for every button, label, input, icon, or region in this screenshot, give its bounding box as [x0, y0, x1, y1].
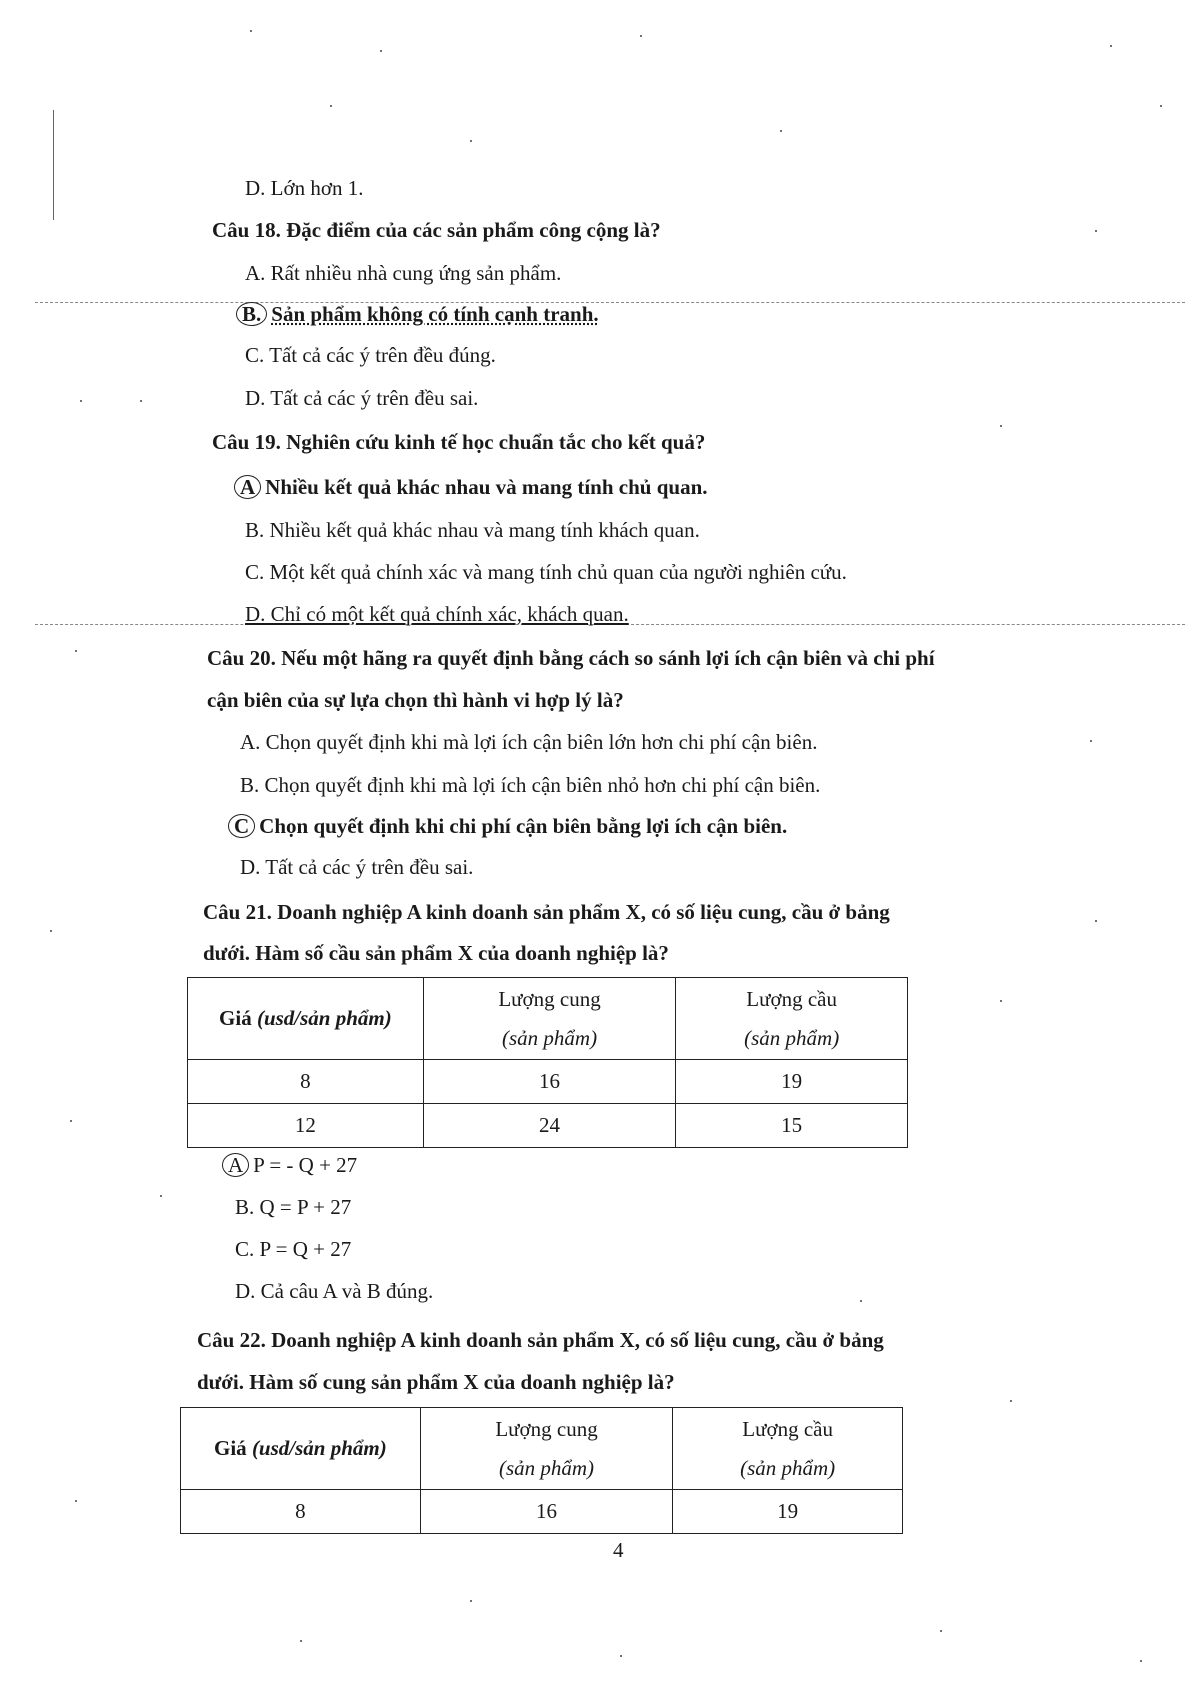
scan-speck [50, 930, 52, 932]
q21-question-line2: dưới. Hàm số cầu sản phẩm X của doanh nghiệp là? [203, 941, 669, 965]
scan-speck [1095, 230, 1097, 232]
scan-speck [1110, 45, 1112, 47]
answer-circle-mark: C [228, 814, 255, 838]
q19-option-a-text: Nhiều kết quả khác nhau và mang tính chủ quan. [265, 475, 708, 499]
table-cell: 19 [673, 1490, 903, 1534]
answer-circle-mark: A [234, 475, 261, 499]
q19-question: Câu 19. Nghiên cứu kinh tế học chuẩn tắc cho kết quả? [212, 430, 706, 454]
scan-speck [1000, 1000, 1002, 1002]
q21-option-d: D. Cả câu A và B đúng. [235, 1279, 434, 1303]
answer-circle-mark: A [222, 1153, 249, 1177]
price-unit: (usd/sản phẩm) [256, 1006, 392, 1030]
scan-speck [300, 1640, 302, 1642]
table-header-supply [423, 978, 676, 1060]
demand-header: Lượng cầu [746, 986, 837, 1011]
q20-option-d: D. Tất cả các ý trên đều sai. [240, 855, 474, 879]
q22-table [180, 1407, 903, 1534]
q19-option-c: C. Một kết quả chính xác và mang tính chủ quan của người nghiên cứu. [245, 560, 847, 584]
scan-edge-line [53, 110, 54, 220]
table-header-price [188, 978, 424, 1060]
scan-speck [1160, 105, 1162, 107]
table-cell: 16 [423, 1060, 676, 1104]
demand-unit: (sản phẩm) [740, 1455, 836, 1480]
q22-question-line2: dưới. Hàm số cung sản phẩm X của doanh nghiệp là? [197, 1370, 675, 1394]
supply-unit: (sản phẩm) [502, 1025, 598, 1050]
table-cell: 12 [188, 1104, 424, 1148]
q19-option-d: D. Chỉ có một kết quả chính xác, khách quan. [245, 602, 629, 626]
supply-unit: (sản phẩm) [498, 1455, 595, 1480]
q18-option-d: D. Tất cả các ý trên đều sai. [245, 386, 479, 410]
answer-circle-mark: B. [236, 302, 267, 326]
table-row [188, 1104, 908, 1148]
supply-header: Lượng cung [495, 1416, 598, 1441]
q18-option-b-text: Sản phẩm không có tính cạnh tranh. [271, 302, 599, 326]
q21-option-a-text: P = - Q + 27 [253, 1153, 358, 1177]
q18-question: Câu 18. Đặc điểm của các sản phẩm công cộng là? [212, 218, 661, 242]
q20-option-a: A. Chọn quyết định khi mà lợi ích cận biên lớn hơn chi phí cận biên. [240, 730, 818, 754]
q17-option-d: D. Lớn hơn 1. [245, 176, 364, 200]
q21-option-a [222, 1153, 357, 1178]
scan-speck [470, 1600, 472, 1602]
q21-option-c: C. P = Q + 27 [235, 1237, 352, 1261]
scan-speck [1140, 1660, 1142, 1662]
scan-speck [1000, 425, 1002, 427]
q20-option-c [228, 814, 787, 839]
price-header: Giá [219, 1006, 252, 1030]
price-unit: (usd/sản phẩm) [251, 1436, 387, 1460]
demand-header: Lượng cầu [742, 1416, 833, 1441]
scan-speck [160, 1195, 162, 1197]
scan-speck [380, 50, 382, 52]
scan-speck [470, 140, 472, 142]
table-cell: 8 [188, 1060, 424, 1104]
scan-speck [1010, 1400, 1012, 1402]
table-cell: 8 [181, 1490, 421, 1534]
table-header-demand [673, 1408, 903, 1490]
q20-option-b: B. Chọn quyết định khi mà lợi ích cận biên nhỏ hơn chi phí cận biên. [240, 773, 821, 797]
price-header: Giá [214, 1436, 247, 1460]
q21-option-b: B. Q = P + 27 [235, 1195, 352, 1219]
scan-speck [1095, 920, 1097, 922]
supply-header: Lượng cung [498, 986, 601, 1011]
scan-speck [80, 400, 82, 402]
q21-question-line1: Câu 21. Doanh nghiệp A kinh doanh sản phẩm X, có số liệu cung, cầu ở bảng [203, 900, 890, 924]
scan-speck [140, 400, 142, 402]
q19-option-b: B. Nhiều kết quả khác nhau và mang tính khách quan. [245, 518, 700, 542]
scan-speck [620, 1655, 622, 1657]
table-row [181, 1490, 903, 1534]
q18-option-a: A. Rất nhiều nhà cung ứng sản phẩm. [245, 261, 562, 285]
table-row [188, 1060, 908, 1104]
q20-question-line2: cận biên của sự lựa chọn thì hành vi hợp lý là? [207, 688, 624, 712]
scan-speck [75, 1500, 77, 1502]
q20-option-c-text: Chọn quyết định khi chi phí cận biên bằng lợi ích cận biên. [259, 814, 788, 838]
scan-speck [70, 1120, 72, 1122]
q19-option-a [234, 475, 708, 500]
table-header-demand [676, 978, 908, 1060]
scan-speck [75, 650, 77, 652]
q18-option-c: C. Tất cả các ý trên đều đúng. [245, 343, 496, 367]
table-cell: 19 [676, 1060, 908, 1104]
q18-option-b [236, 302, 599, 327]
scan-speck [640, 35, 642, 37]
table-cell: 16 [420, 1490, 673, 1534]
q20-question-line1: Câu 20. Nếu một hãng ra quyết định bằng cách so sánh lợi ích cận biên và chi phí [207, 646, 935, 670]
page-number: 4 [613, 1538, 624, 1562]
table-header-price [181, 1408, 421, 1490]
scan-dash-line [35, 302, 1185, 303]
demand-unit: (sản phẩm) [744, 1025, 840, 1050]
table-cell: 15 [676, 1104, 908, 1148]
scan-speck [860, 1300, 862, 1302]
table-cell: 24 [423, 1104, 676, 1148]
scan-speck [330, 105, 332, 107]
scan-speck [250, 30, 252, 32]
scan-speck [1090, 740, 1092, 742]
q21-table [187, 977, 908, 1148]
q22-question-line1: Câu 22. Doanh nghiệp A kinh doanh sản phẩm X, có số liệu cung, cầu ở bảng [197, 1328, 884, 1352]
scan-speck [940, 1630, 942, 1632]
table-header-supply [420, 1408, 673, 1490]
scan-speck [780, 130, 782, 132]
